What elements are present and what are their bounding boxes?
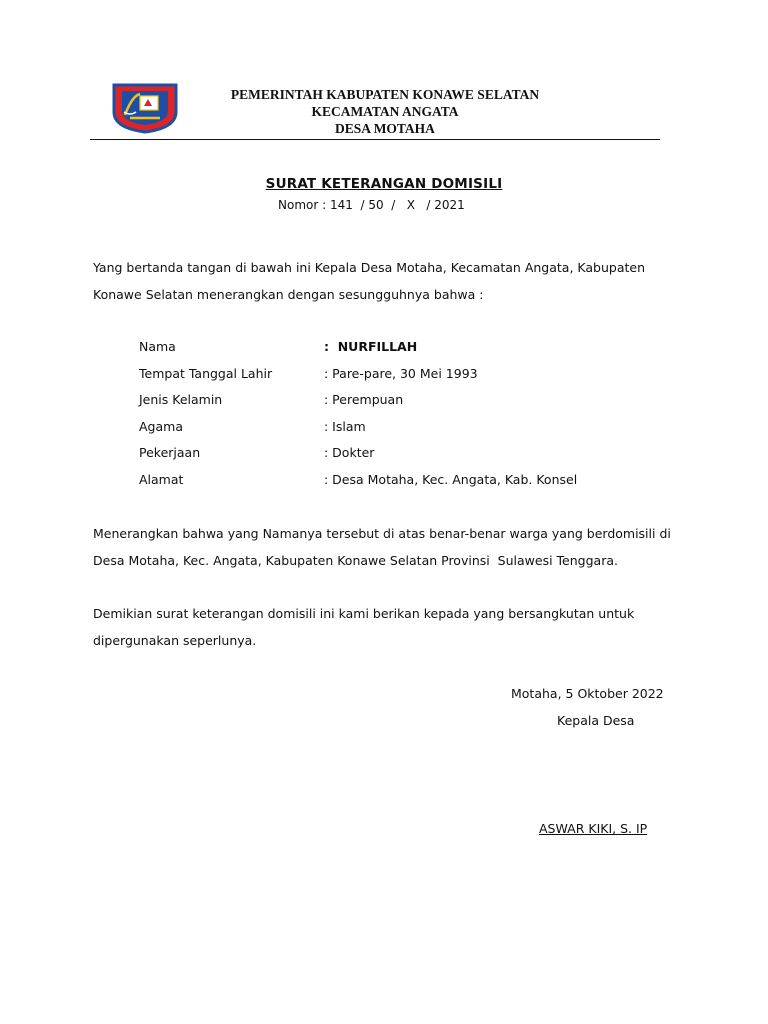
field-value-nama: : NURFILLAH bbox=[324, 339, 418, 354]
header-village-line: DESA MOTAHA bbox=[335, 121, 435, 136]
field-label-address: Alamat bbox=[139, 472, 184, 487]
intro-line-1: Yang bertanda tangan di bawah ini Kepala Desa Motaha, Kecamatan Angata, Kabupaten bbox=[93, 260, 646, 275]
field-value-birth: : Pare-pare, 30 Mei 1993 bbox=[324, 366, 478, 381]
header-divider bbox=[90, 139, 660, 140]
document-number: Nomor : 141 / 50 / X / 2021 bbox=[278, 198, 465, 212]
closing-line-1: Demikian surat keterangan domisili ini kami berikan kepada yang bersangkutan untuk bbox=[93, 606, 635, 621]
signature-role: Kepala Desa bbox=[557, 713, 635, 728]
signature-name: ASWAR KIKI, S. IP bbox=[539, 821, 648, 836]
header-district-line: KECAMATAN ANGATA bbox=[311, 104, 459, 119]
field-label-occupation: Pekerjaan bbox=[139, 445, 201, 460]
field-label-nama: Nama bbox=[139, 339, 176, 354]
statement-line-1: Menerangkan bahwa yang Namanya tersebut di atas benar-benar warga yang berdomisili di bbox=[93, 526, 671, 541]
header-government-line: PEMERINTAH KABUPATEN KONAWE SELATAN bbox=[230, 87, 540, 102]
signature-place-date: Motaha, 5 Oktober 2022 bbox=[511, 686, 664, 701]
field-value-religion: : Islam bbox=[324, 419, 366, 434]
regency-crest-icon bbox=[110, 82, 180, 134]
field-label-birth: Tempat Tanggal Lahir bbox=[139, 366, 273, 381]
field-label-gender: Jenis Kelamin bbox=[139, 392, 223, 407]
field-value-occupation: : Dokter bbox=[324, 445, 375, 460]
document-title: SURAT KETERANGAN DOMISILI bbox=[265, 176, 503, 192]
field-label-religion: Agama bbox=[139, 419, 183, 434]
field-value-address: : Desa Motaha, Kec. Angata, Kab. Konsel bbox=[324, 472, 578, 487]
closing-line-2: dipergunakan seperlunya. bbox=[93, 633, 257, 648]
field-value-gender: : Perempuan bbox=[324, 392, 404, 407]
intro-line-2: Konawe Selatan menerangkan dengan sesungguhnya bahwa : bbox=[93, 287, 484, 302]
statement-line-2: Desa Motaha, Kec. Angata, Kabupaten Konawe Selatan Provinsi Sulawesi Tenggara. bbox=[93, 553, 618, 568]
